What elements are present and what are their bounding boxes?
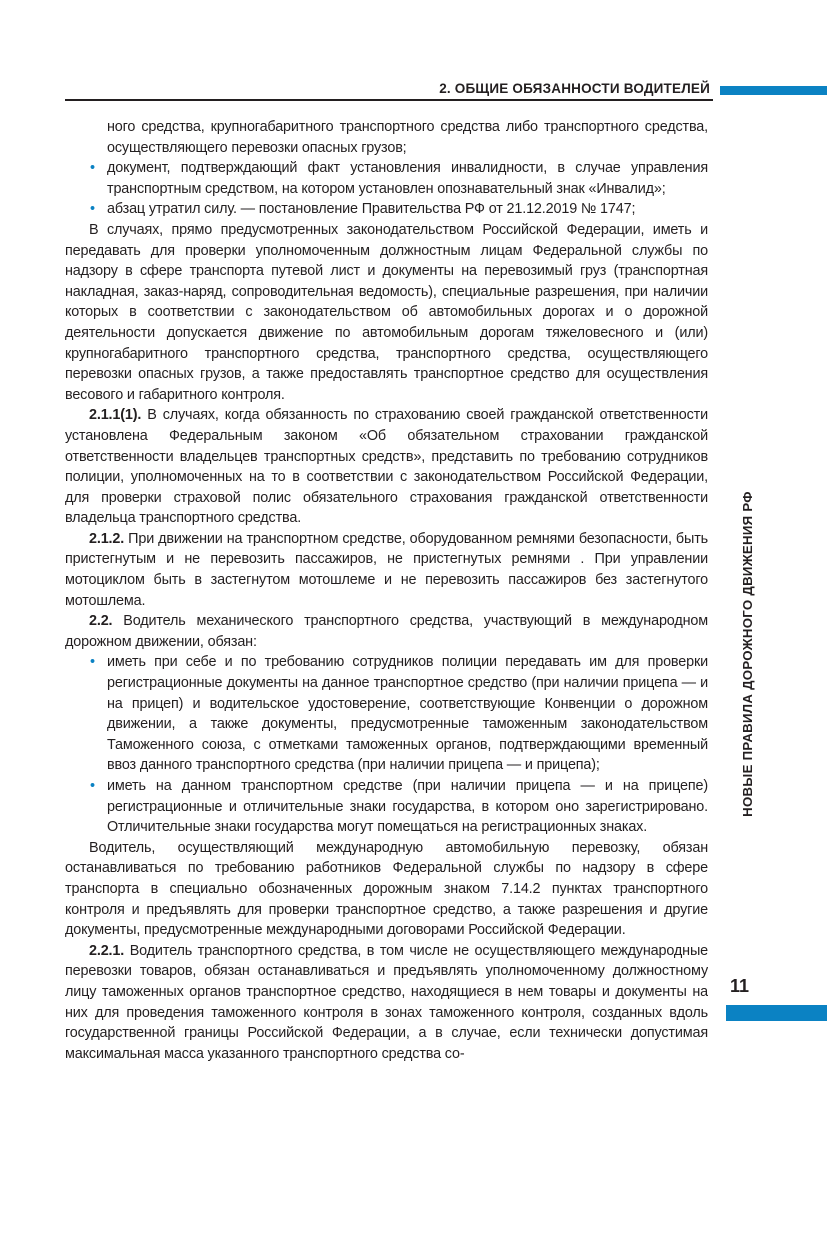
clause-text: В случаях, когда обязанность по страхованию своей гражданской ответственности установлена Федеральным законом «Об обязательном страховании гражданской ответственности владельцев транспортных средств», представить по требованию сотрудников полиции, уполномоченных на то в соответствии с законодательством Российской Федерации, для проверки страховой полис обязательного страхования гражданской ответственности владельца транспортного средства. xyxy=(65,407,708,527)
list-item xyxy=(65,652,708,776)
clause-2-2 xyxy=(65,611,708,652)
page-number: 11 xyxy=(730,976,750,996)
paragraph: В случаях, прямо предусмотренных законодательством Российской Федерации, иметь и передавать для проверки уполномоченным должностным лицам Федеральной службы по надзору в сфере транспорта путевой лист и документы на перевозимый груз (транспортная накладная, заказ-наряд, сопроводительная ведомость), специальные разрешения, при наличии которых в соответствии с законодательством об автомобильных дорогах и о дорожной деятельности допускается движение по автомобильным дорогам тяжеловесного и (или) крупногабаритного транспортного средства, транспортного средства, осуществляющего перевозки опасных грузов, а также предоставлять транспортное средство для осуществления весового и габаритного контроля. xyxy=(65,221,708,403)
bullet-icon: • xyxy=(90,654,95,671)
clause-number: 2.1.1(1). xyxy=(89,407,142,424)
book-title-vertical: НОВЫЕ ПРАВИЛА ДОРОЖНОГО ДВИЖЕНИЯ РФ xyxy=(740,491,755,817)
list-item xyxy=(65,776,708,838)
header-accent-bar xyxy=(720,86,827,95)
clause-number: 2.1.2. xyxy=(89,530,125,547)
clause-text: Водитель транспортного средства, в том числе не осуществляющего международные перевозки товаров, обязан останавливаться и предъявлять уполномоченному должностному лицу таможенных органов транспортное средство, находящиеся в нем товары и документы на них для проведения таможенного контроля в зонах таможенного контроля, созданных вдоль государственной границы Российской Федерации, а в случае, если технически допустимая максимальная масса указанного транспортного средства со- xyxy=(65,942,708,1062)
chapter-header-title: 2. ОБЩИЕ ОБЯЗАННОСТИ ВОДИТЕЛЕЙ xyxy=(439,81,710,96)
clause-2-1-2 xyxy=(65,529,708,611)
clause-number: 2.2.1. xyxy=(89,942,125,959)
paragraph: Водитель, осуществляющий международную автомобильную перевозку, обязан останавливаться по требованию работников Федеральной службы по надзору в сфере транспорта в специально обозначенных дорожным знаком 7.14.2 пунктах транспортного контроля и предъявлять для проверки транспортное средство, а также разрешения и другие документы, предусмотренные международными договорами Российской Федерации. xyxy=(65,839,708,939)
list-item xyxy=(65,199,708,220)
body-text xyxy=(65,117,708,1222)
list-item-text: иметь при себе и по требованию сотрудников полиции передавать им для проверки регистрационные документы на данное транспортное средство (при наличии прицепа — и на прицеп) и водительское удостоверение, соответствующие Конвенции о дорожном движении, а также документы, предусмотренные таможенным законодательством Таможенного союза, с отметками таможенных органов, подтверждающими временный ввоз данного транспортного средства (при наличии прицепа — и прицепа); xyxy=(107,654,708,774)
list-item-text: абзац утратил силу. — постановление Правительства РФ от 21.12.2019 № 1747; xyxy=(107,201,636,218)
clause-2-2-1 xyxy=(65,941,708,1065)
clause-2-1-1-1 xyxy=(65,405,708,529)
bullet-icon: • xyxy=(90,160,95,177)
clause-number: 2.2. xyxy=(89,613,113,630)
page-number-accent-bar xyxy=(726,1005,827,1021)
clause-text: При движении на транспортном средстве, оборудованном ремнями безопасности, быть пристегнутым и не перевозить пассажиров, не пристегнутых ремнями . При управлении мотоциклом быть в застегнутом мотошлеме и не перевозить пассажиров без застегнутого мотошлема. xyxy=(65,530,708,609)
list-item-continuation: ного средства, крупногабаритного транспортного средства либо транспортного средства, осуществляющего перевозки опасных грузов; xyxy=(107,119,708,156)
clause-text: Водитель механического транспортного средства, участвующий в международном дорожном движении, обязан: xyxy=(65,613,708,650)
bullet-icon: • xyxy=(90,201,95,218)
list-item xyxy=(65,158,708,199)
header-rule xyxy=(65,99,713,101)
list-item-text: иметь на данном транспортном средстве (при наличии прицепа — и на прицепе) регистрационные и отличительные знаки государства, в котором оно зарегистрировано. Отличительные знаки государства могут помещаться на регистрационных знаках. xyxy=(107,778,708,836)
list-item-text: документ, подтверждающий факт установления инвалидности, в случае управления транспортным средством, на котором установлен опознавательный знак «Инвалид»; xyxy=(107,160,708,197)
bullet-icon: • xyxy=(90,778,95,794)
